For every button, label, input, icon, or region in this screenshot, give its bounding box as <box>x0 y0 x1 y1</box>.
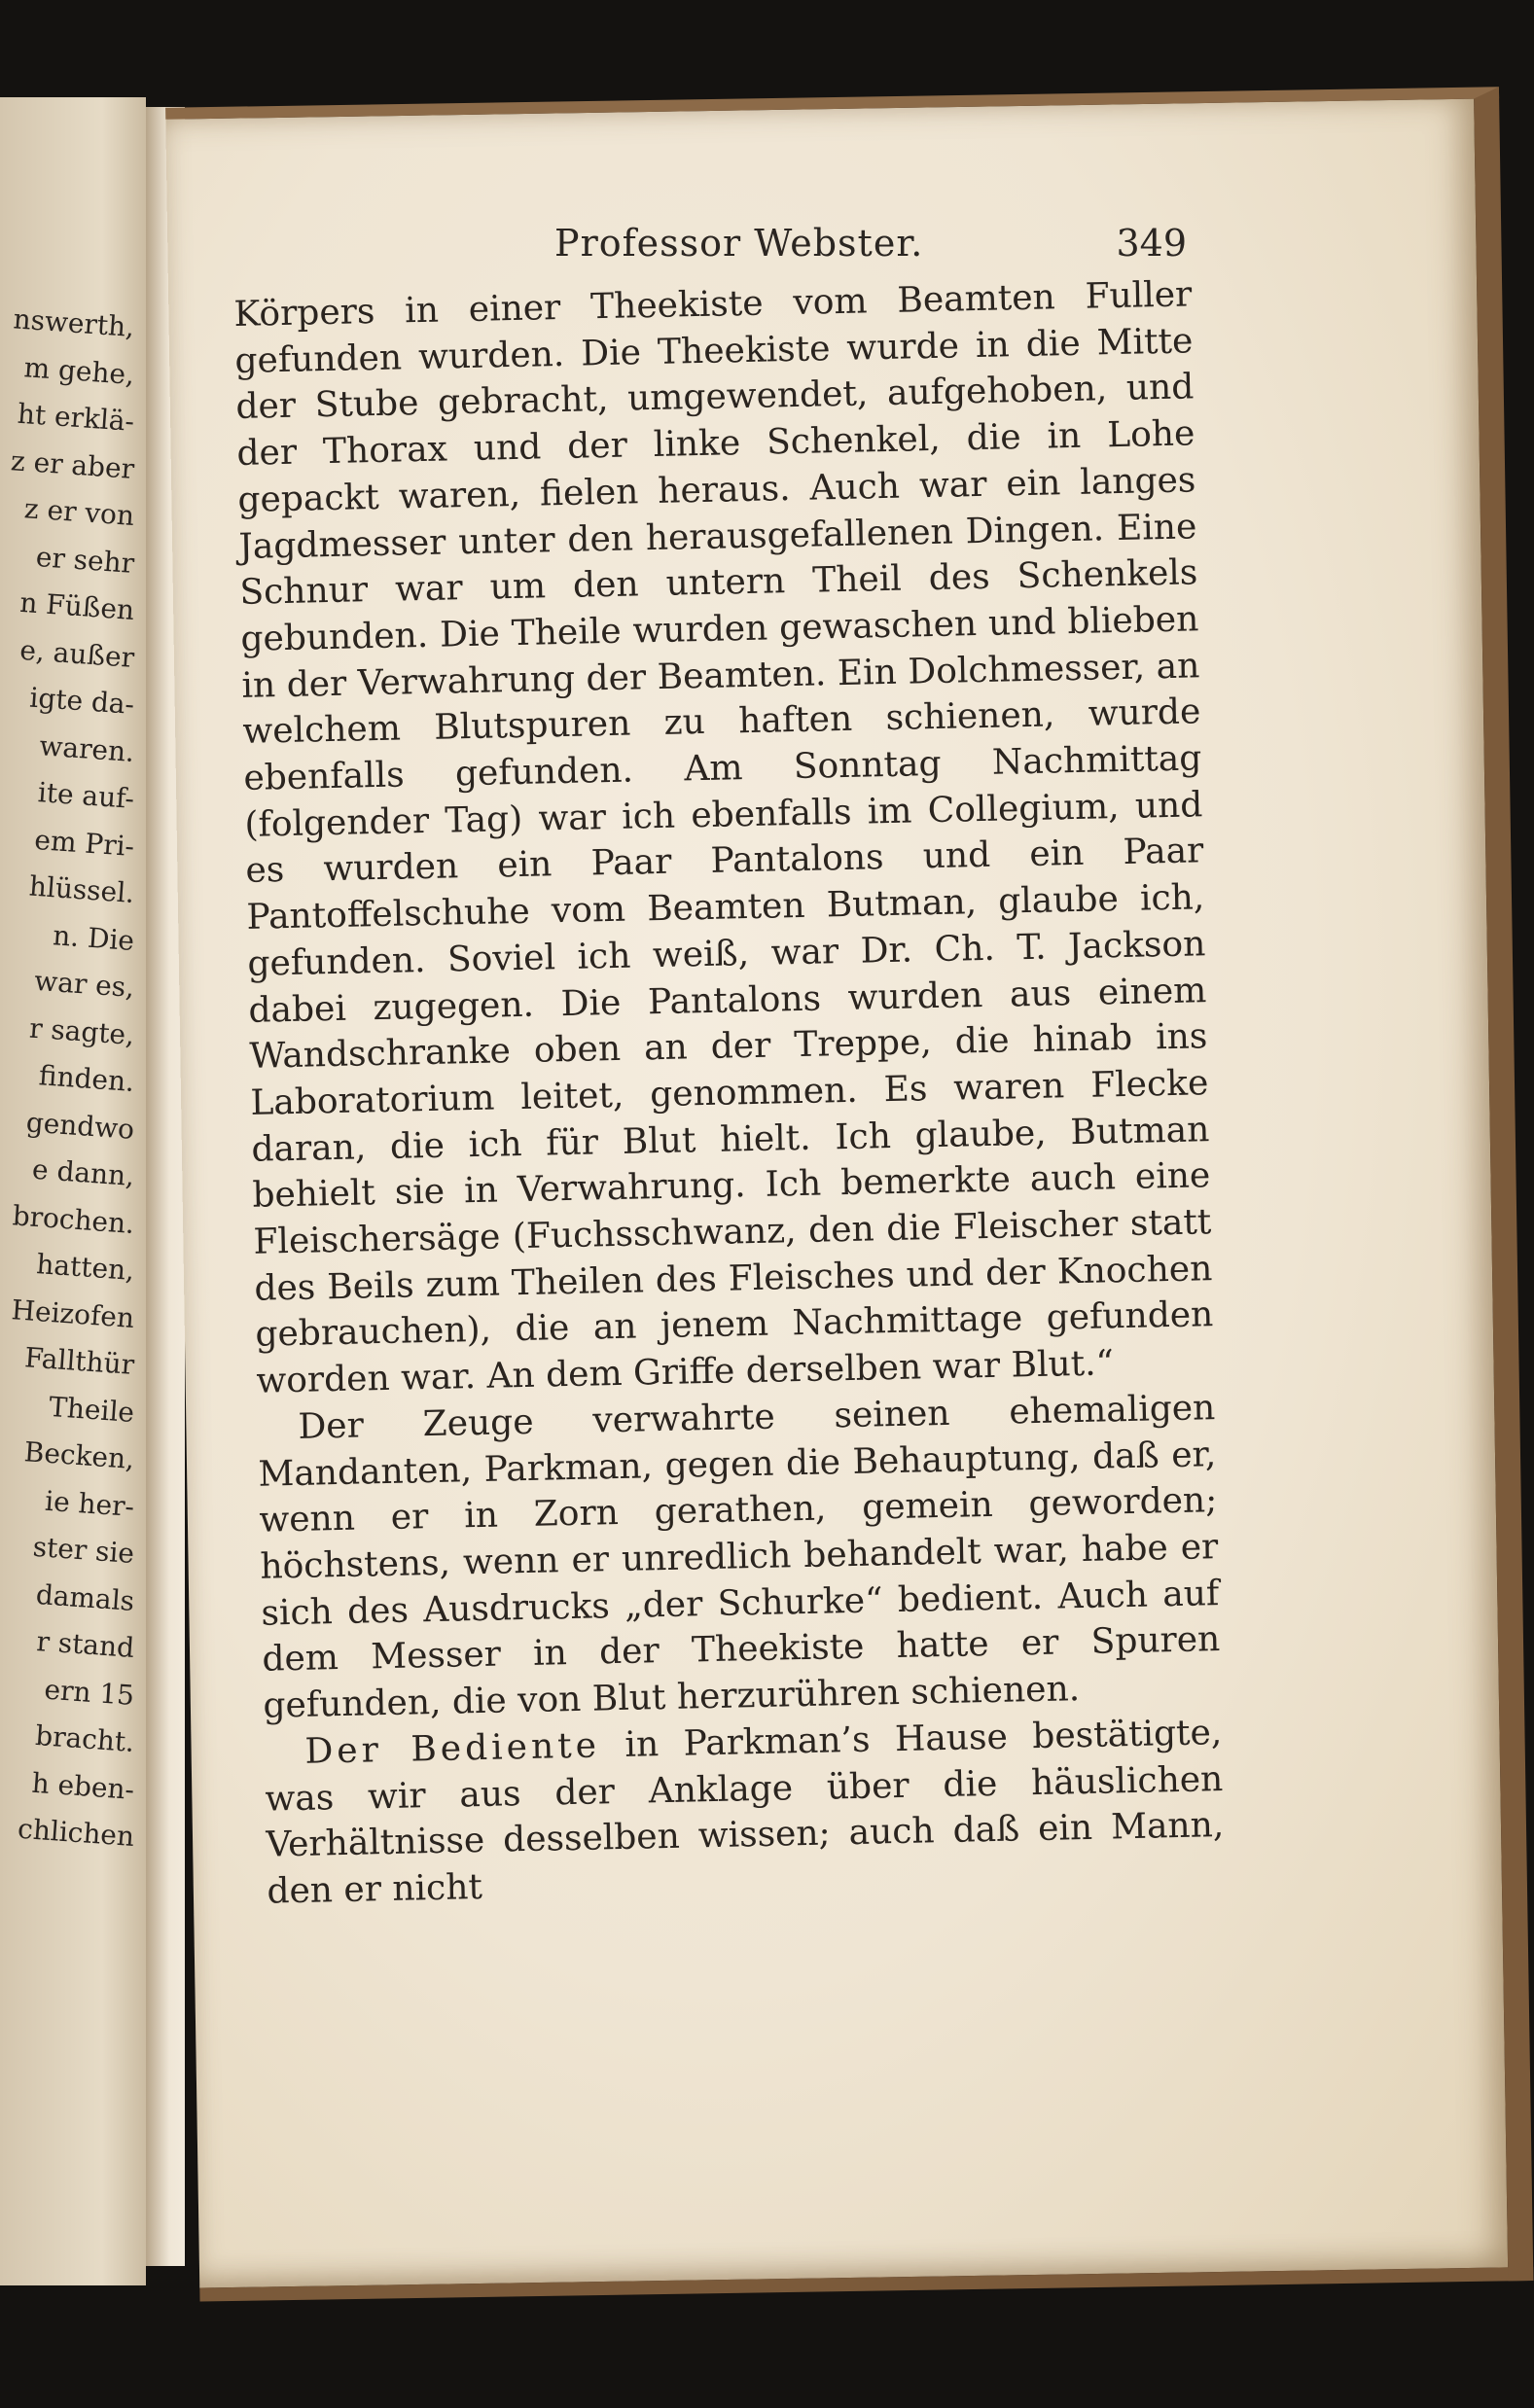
body-text <box>233 271 1226 1915</box>
left-page-line: r sagte, <box>28 1011 136 1051</box>
left-page-line: h eben- <box>30 1766 136 1806</box>
left-page-line: e dann, <box>31 1152 136 1192</box>
left-page-line: hlüssel. <box>27 869 136 909</box>
left-page-line: Heizofen <box>10 1293 136 1334</box>
left-page-line: brochen. <box>11 1198 136 1240</box>
left-page-line: finden. <box>37 1059 136 1098</box>
running-title: Professor Webster. <box>554 222 924 265</box>
left-page-line: z er von <box>22 492 136 532</box>
left-page-edge <box>0 97 146 2285</box>
left-page-line: n. Die <box>52 918 136 957</box>
left-page-line: er sehr <box>34 540 136 580</box>
left-page-line: nswerth, <box>12 302 136 343</box>
left-page-line: Theile <box>48 1390 136 1429</box>
left-page-line: waren. <box>38 728 136 768</box>
left-page-line: z er aber <box>10 443 136 485</box>
paragraph-3 <box>264 1710 1226 1915</box>
paragraph-3-text: in Parkman’s Hause bestätigte, was wir aus der Anklage über die häuslichen Verhältnisse desselben wissen; auch daß ein Mann, den er nicht <box>265 1712 1225 1912</box>
left-page-line: gendwo <box>24 1105 136 1146</box>
left-page-line: war es, <box>33 964 136 1004</box>
left-page-line: n Füßen <box>18 585 136 626</box>
left-page-line: ite auf- <box>36 776 136 815</box>
left-page-line: hatten, <box>35 1248 136 1287</box>
spaced-phrase: Der Bediente <box>304 1725 601 1772</box>
left-page-line: bracht. <box>34 1718 136 1758</box>
left-page-line: ie her- <box>44 1484 136 1523</box>
left-page-line: Becken, <box>22 1435 136 1475</box>
left-page-line: Fallthür <box>23 1341 136 1381</box>
page-number: 349 <box>1116 222 1187 265</box>
page-header <box>554 222 1187 280</box>
left-page-line: damals <box>34 1577 136 1617</box>
left-page-line: ht erklä- <box>16 397 136 438</box>
left-page-line: igte da- <box>28 681 136 721</box>
left-page-line: ster sie <box>31 1530 136 1570</box>
paragraph-1: Körpers in einer Theekiste vom Beamten Fuller gefunden wurden. Die Theekiste wurde in die Mitte der Stube gebracht, umgewendet, aufgehoben, und der Thorax und der linke Schenkel, die in Lohe gepackt waren, fielen heraus. Auch war ein langes Jagdmesser unter den herausgefallenen Dingen. Eine Schnur war um den untern Theil des Schenkels gebunden. Die Theile wurden gewaschen und blieben in der Verwahrung der Beamten. Ein Dolchmesser, an welchem Blutspuren zu haften schienen, wurde ebenfalls gefunden. Am Sonntag Nachmittag (folgender Tag) war ich ebenfalls im Collegium, und es wurden ein Paar Pantalons und ein Paar Pantoffelschuhe vom Beamten Butman, glaube ich, gefunden. Soviel ich weiß, war Dr. Ch. T. Jackson dabei zugegen. Die Pantalons wurden aus einem Wandschranke oben an der Treppe, die hinab ins Laboratorium leitet, genommen. Es waren Flecke daran, die ich für Blut hielt. Ich glaube, Butman behielt sie in Verwahrung. Ich bemerkte auch eine Fleischersäge (Fuchsschwanz, den die Fleischer statt des Beils zum Theilen des Fleisches und der Knochen gebrauchen), die an jenem Nachmittage gefunden worden war. An dem Griffe derselben war Blut.“ <box>233 274 1214 1401</box>
left-page-line: r stand <box>35 1625 136 1664</box>
left-page-line: em Pri- <box>33 823 136 863</box>
left-page-line: e, außer <box>18 633 136 674</box>
left-page-line: chlichen <box>17 1812 136 1853</box>
left-page-line: m gehe, <box>22 350 136 391</box>
paragraph-2: Der Zeuge verwahrte seinen ehemaligen Mandanten, Parkman, gegen die Behauptung, daß er, wenn er in Zorn gerathen, gemein geworden; höchstens, wenn er unredlich behandelt war, habe er sich des Ausdrucks „der Schurke“ bedient. Auch auf dem Messer in der Theekiste hatte er Spuren gefunden, die von Blut herzurühren schienen. <box>258 1387 1221 1726</box>
left-page-line: ern 15 <box>43 1673 136 1712</box>
